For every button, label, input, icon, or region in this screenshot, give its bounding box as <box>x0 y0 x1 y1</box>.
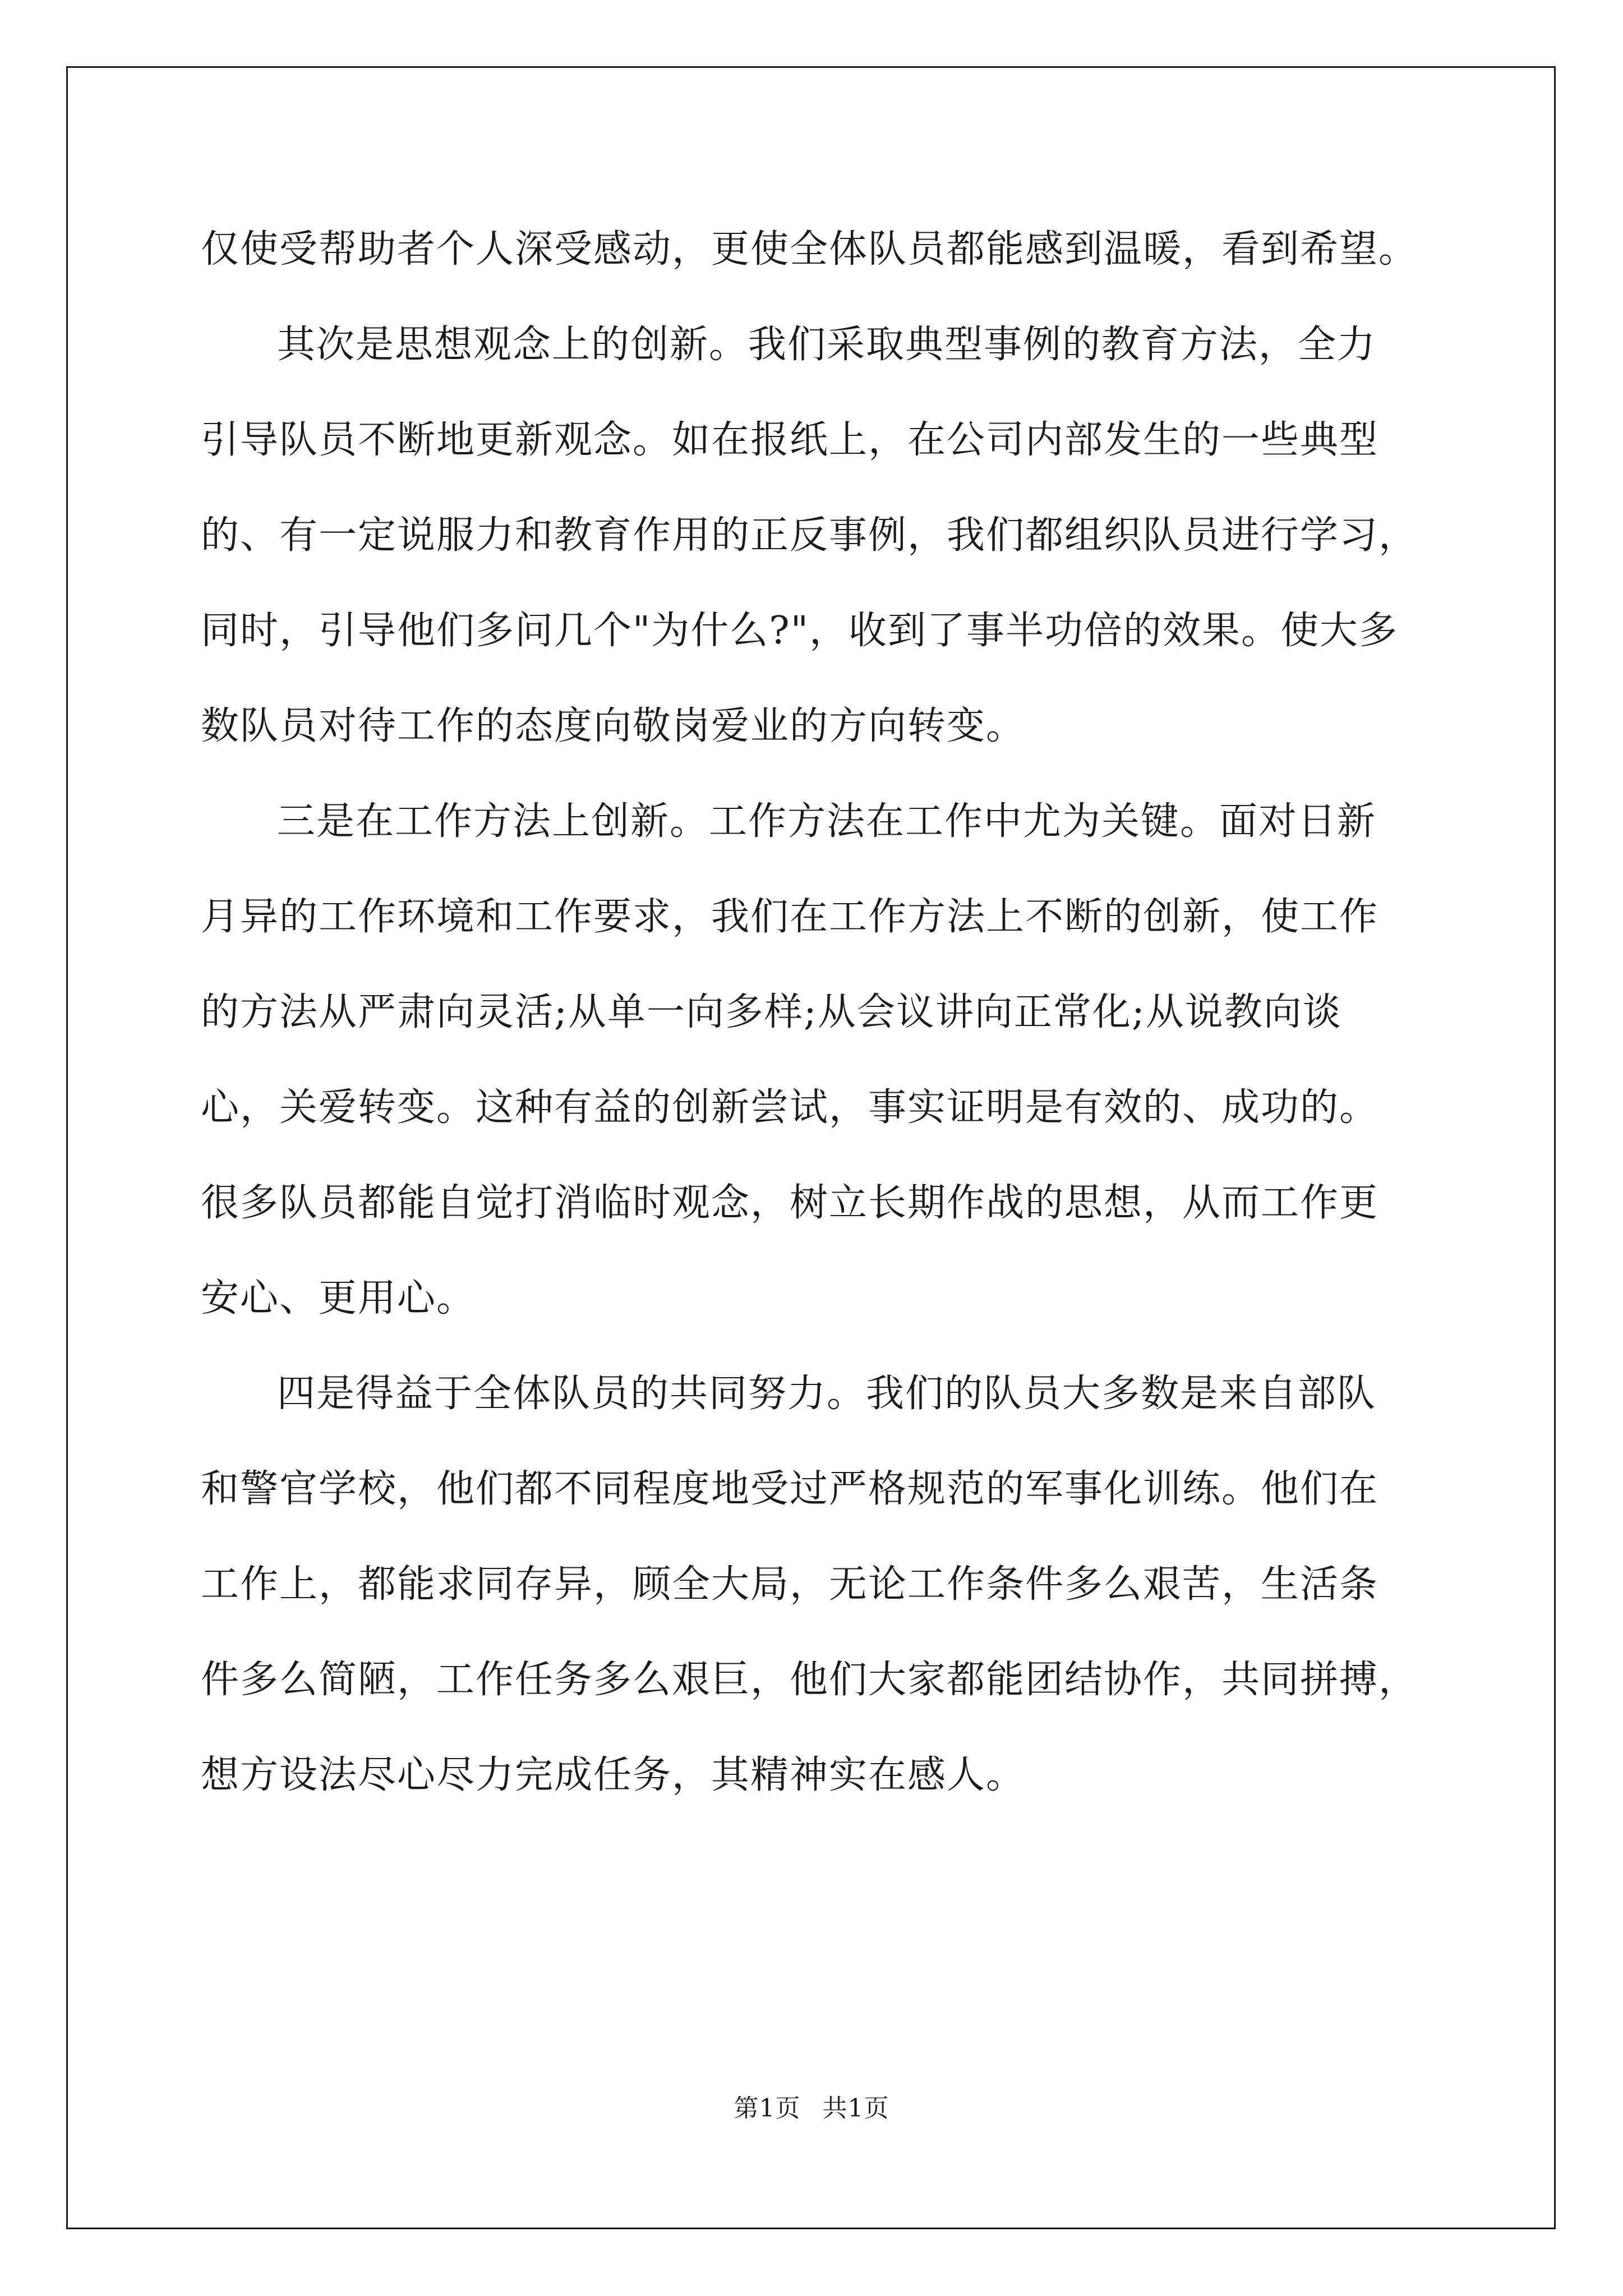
page-footer <box>0 2088 1623 2124</box>
text-line-17: 想方设法尽心尽力完成任务，其精神实在感人。 <box>201 1753 1026 1797</box>
document-body <box>201 202 1446 1823</box>
text-line-16: 件多么简陋，工作任务多么艰巨，他们大家都能团结协作，共同拼搏， <box>201 1658 1418 1702</box>
text-line-10: 心，关爱转变。这种有益的创新尝试，事实证明是有效的、成功的。 <box>201 1085 1379 1130</box>
page-number: 第1页 <box>734 2094 801 2123</box>
text-line-1: 仅使受帮助者个人深受感动，更使全体队员都能感到温暖，看到希望。 <box>201 227 1418 272</box>
text-line-2: 其次是思想观念上的创新。我们采取典型事例的教育方法，全力 <box>277 323 1377 367</box>
text-line-12: 安心、更用心。 <box>201 1276 476 1320</box>
page-total: 共1页 <box>822 2094 889 2123</box>
text-line-11: 很多队员都能自觉打消临时观念，树立长期作战的思想，从而工作更 <box>201 1181 1379 1225</box>
text-line-13: 四是得益于全体队员的共同努力。我们的队员大多数是来自部队 <box>277 1372 1377 1416</box>
text-line-3: 引导队员不断地更新观念。如在报纸上，在公司内部发生的一些典型 <box>201 418 1379 462</box>
text-line-7: 三是在工作方法上创新。工作方法在工作中尤为关键。面对日新 <box>277 799 1377 844</box>
text-line-9: 的方法从严肃向灵活;从单一向多样;从会议讲向正常化;从说教向谈 <box>201 990 1342 1034</box>
text-line-8: 月异的工作环境和工作要求，我们在工作方法上不断的创新，使工作 <box>201 895 1379 939</box>
text-line-5: 同时，引导他们多问几个"为什么?"，收到了事半功倍的效果。使大多 <box>201 609 1399 653</box>
text-line-15: 工作上，都能求同存异，顾全大局，无论工作条件多么艰苦，生活条 <box>201 1562 1379 1607</box>
text-line-4: 的、有一定说服力和教育作用的正反事例，我们都组织队员进行学习， <box>201 513 1418 558</box>
text-line-6: 数队员对待工作的态度向敬岗爱业的方向转变。 <box>201 704 1026 748</box>
text-line-14: 和警官学校，他们都不同程度地受过严格规范的军事化训练。他们在 <box>201 1467 1379 1511</box>
